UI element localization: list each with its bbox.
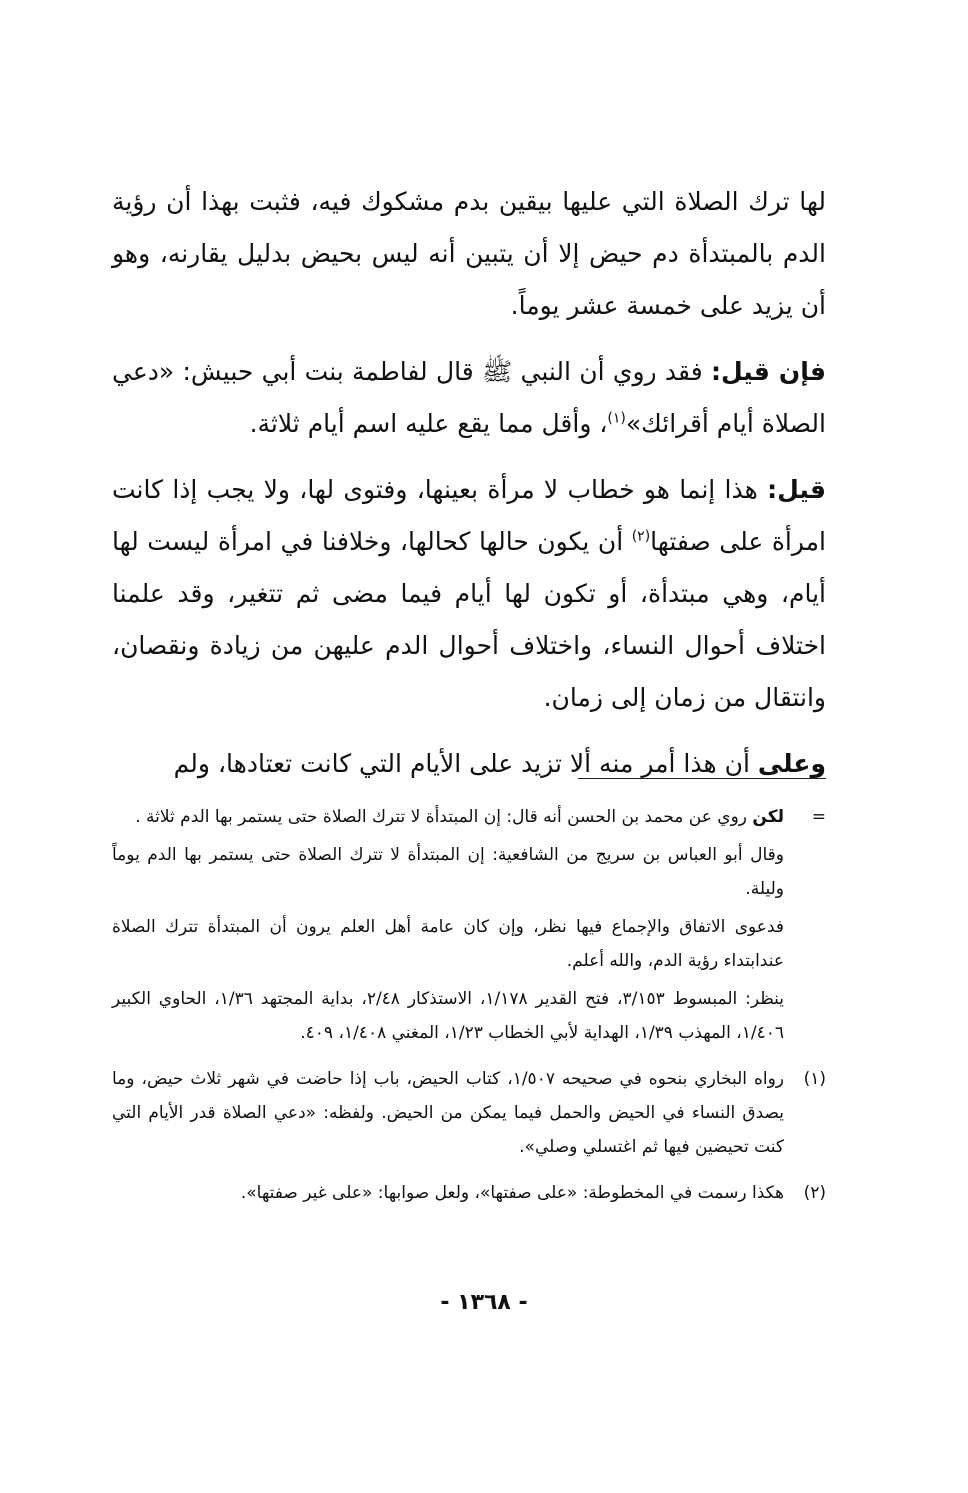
page-number: - ١٣٦٨ -	[440, 1290, 528, 1315]
paragraph-3-text-b: أن يكون حالها كحالها، وخلافنا في امرأة ليست لها أيام، وهي مبتدأة، أو تكون لها أيام فيما مضى ثم تتغير، وقد علمنا اختلاف أحوال النساء، واختلاف أحوال الدم عليهن من زيادة ونقصان، وانتقال من زمان إلى زمان.	[112, 527, 826, 712]
continuation-paragraph-2: وقال أبو العباس بن سريج من الشافعية: إن المبتدأة لا تترك الصلاة حتى يستمر بها الدم يوماً وليلة.	[112, 845, 784, 899]
paragraph-1-text: لها ترك الصلاة التي عليها بيقين بدم مشكوك فيه، فثبت بهذا أن رؤية الدم بالمبتدأة دم حيض إلا أن يتبين أنه ليس بحيض بدليل يقارنه، وهو أن يزيد على خمسة عشر يوماً.	[112, 187, 826, 320]
footnote-ref-2[interactable]: (٢)	[631, 528, 651, 545]
continuation-paragraph-4: ينظر: المبسوط ٣/١٥٣، فتح القدير ١/١٧٨، الاستذكار ٢/٤٨، بداية المجتهد ١/٣٦، الحاوي الكبير ١/٤٠٦، المهذب ١/٣٩، الهداية لأبي الخطاب ١/٢٣، المغني ١/٤٠٨، ٤٠٩.	[112, 989, 785, 1043]
paragraph-3-lead: قيل:	[767, 475, 826, 504]
paragraph-2-text-a: فقد روي أن النبي ﷺ قال لفاطمة بنت أبي حبيش: «دعي الصلاة أيام أقرائك»	[112, 357, 826, 438]
footnote-divider	[578, 778, 826, 779]
paragraph-4	[112, 738, 826, 790]
paragraph-2	[112, 346, 826, 450]
main-text	[112, 176, 826, 804]
continuation-paragraph-1	[112, 800, 784, 834]
continuation-paragraph-3: فدعوى الاتفاق والإجماع فيها نظر، وإن كان عامة أهل العلم يرون أن المبتدأة تترك الصلاة عندابتداء رؤية الدم، والله أعلم.	[112, 917, 784, 971]
footnote-1-marker: (١)	[803, 1069, 826, 1089]
paragraph-3-text-a: هذا إنما هو خطاب لا مرأة بعينها، وفتوى لها، ولا يجب إذا كانت امرأة على صفتها	[112, 475, 826, 556]
paragraph-2-text-b: ، وأقل مما يقع عليه اسم أيام ثلاثة.	[249, 409, 608, 438]
footnote-1-text: رواه البخاري بنحوه في صحيحه ١/٥٠٧، كتاب الحيض، باب إذا حاضت في شهر ثلاث حيض، وما يصدق النساء في الحيض والحمل فيما يمكن من الحيض. ولفظه: «دعي الصلاة قدر الأيام التي كنت تحيضين فيها ثم اغتسلي وصلي».	[112, 1069, 784, 1157]
footnotes	[112, 800, 826, 1222]
paragraph-4-lead: وعلى	[757, 749, 826, 778]
continuation-text-1: روي عن محمد بن الحسن أنه قال: إن المبتدأة لا تترك الصلاة حتى يستمر بها الدم ثلاثة .	[135, 807, 753, 827]
paragraph-3	[112, 464, 826, 724]
footnote-2-marker: (٢)	[803, 1183, 826, 1203]
continuation-marker: =	[811, 807, 826, 827]
paragraph-1	[112, 176, 826, 332]
footnote-1	[112, 1062, 826, 1168]
footnote-continuation	[112, 800, 826, 1054]
footnote-ref-1[interactable]: (١)	[607, 410, 626, 427]
paragraph-4-text: أن هذا أمر منه ألا تزيد على الأيام التي كانت تعتادها، ولم	[173, 749, 758, 778]
footnote-2	[112, 1176, 826, 1214]
footnote-2-text: هكذا رسمت في المخطوطة: «على صفتها»، ولعل صوابها: «على غير صفتها».	[240, 1183, 784, 1203]
paragraph-2-lead: فإن قيل:	[710, 357, 826, 386]
continuation-lead: لكن	[752, 807, 784, 827]
